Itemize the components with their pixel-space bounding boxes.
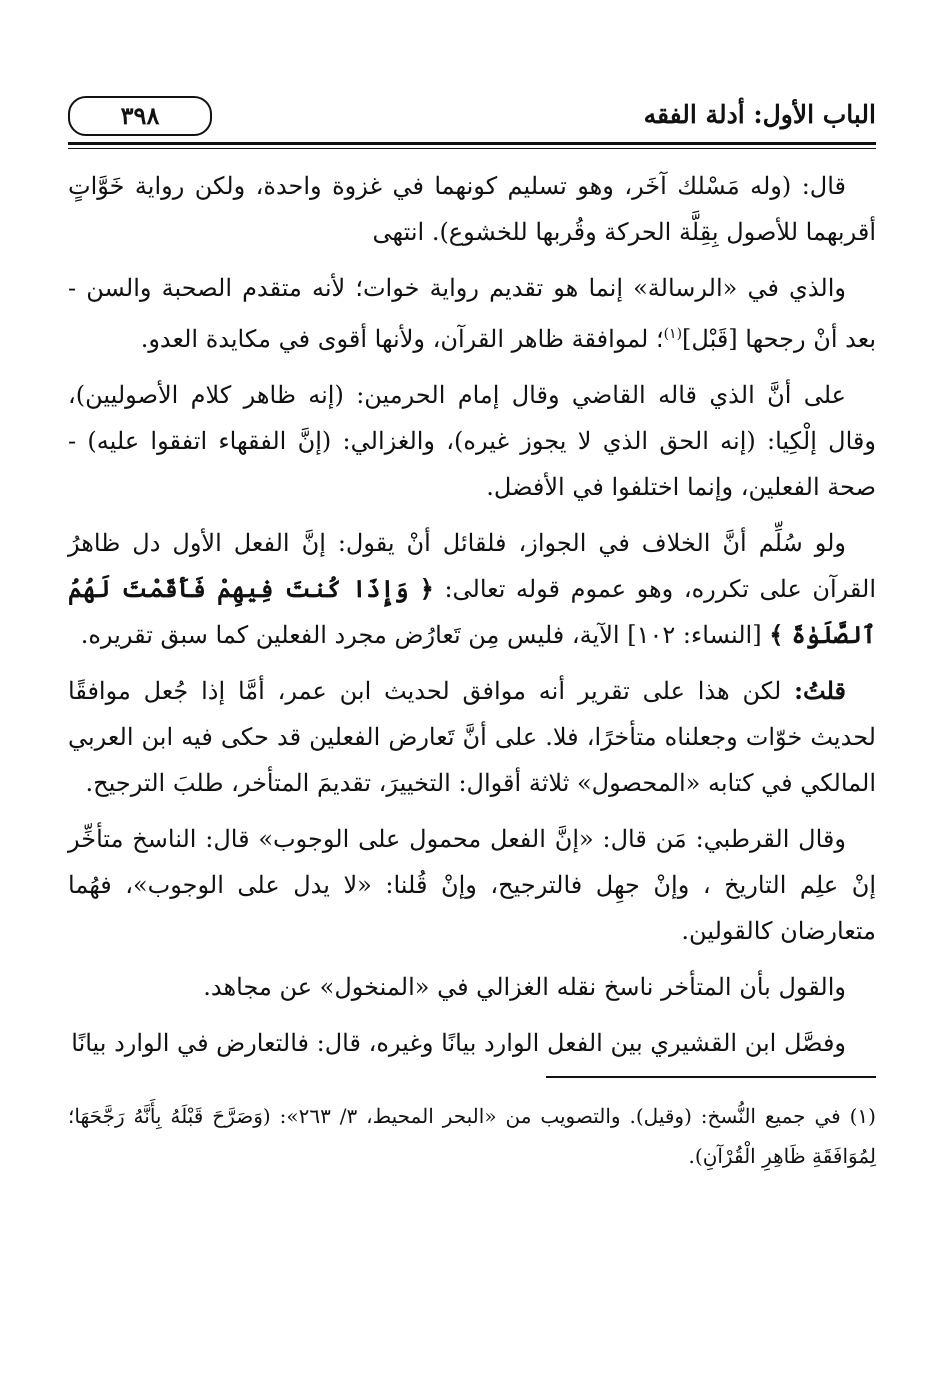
verse-reference: [النساء: ١٠٢] <box>627 621 762 649</box>
header-rule-thick <box>68 142 876 145</box>
footnote-1: (١) في جميع النُّسخ: (وقيل). والتصويب من «البحر المحيط، ٣/ ٢٦٣»: (وَصَرَّحَ قَبْلَهُ بِأَنَّهُ رَجَّحَهَا؛ لِمُوَافَقَةِ ظَاهِرِ الْقُرْآنِ). <box>68 1104 876 1168</box>
paragraph-5-lead: قلتُ: <box>794 676 846 705</box>
paragraph-5-text: لكن هذا على تقرير أنه موافق لحديث ابن عمر، أمَّا إذا جُعل موافقًا لحديث خوّات وجعلناه متأخرًا، فلا. على أنَّ تَعارض الفعلين قد حكى فيه ابن العربي المالكي في كتابه «المحصول» ثلاثة أقوال: التخييرَ، تقديمَ المتأخر، طلبَ الترجيح. <box>68 677 876 797</box>
running-title: الباب الأول: أدلة الفقه <box>643 100 876 129</box>
paragraph-6: وقال القرطبي: مَن قال: «إنَّ الفعل محمول على الوجوب» قال: الناسخ متأخِّر إنْ علِم التاريخ ، وإنْ جهِل فالترجيح، وإنْ قُلنا: «لا يدل على الوجوب»، فهُما متعارضان كالقولين. <box>68 825 876 945</box>
paragraph-4-text: ولو سُلِّم أنَّ الخلاف في الجواز، فلقائل أنْ يقول: إنَّ الفعل الأول دل ظاهرُ القرآن على تكرره، وهو عموم قوله تعالى: <box>68 529 876 603</box>
paragraph-1: قال: (وله مَسْلك آخَر، وهو تسليم كونهما في غزوة واحدة، ولكن رواية خَوَّاتٍ أقربهما للأصول بِقِلَّة الحركة وقُربها للخشوع). انتهى <box>68 172 876 246</box>
paragraph-2 <box>68 265 876 362</box>
paragraph-5 <box>68 668 876 806</box>
header-rule-thin <box>68 148 876 149</box>
book-page <box>68 92 876 1196</box>
page-header <box>68 92 876 142</box>
footnote-marker: (١) <box>663 326 683 342</box>
paragraph-3: على أنَّ الذي قاله القاضي وقال إمام الحرمين: (إنه ظاهر كلام الأصوليين)، وقال إلْكِيا: (إنه الحق الذي لا يجوز غيره)، والغزالي: (إنَّ الفقهاء اتفقوا عليه) - صحة الفعلين، وإنما اختلفوا في الأفضل. <box>68 381 876 501</box>
paragraph-8: وفصَّل ابن القشيري بين الفعل الوارد بيانًا وغيره، قال: فالتعارض في الوارد بيانًا <box>71 1029 846 1057</box>
paragraph-4-tail: الآية، فليس مِن تَعارُض مجرد الفعلين كما سبق تقريره. <box>80 621 620 649</box>
quran-verse: ﴿ وَإِذَا كُنتَ فِيهِمْ فَأَقَمْتَ لَهُمُ ٱلصَّلَوٰةَ ﴾ <box>68 574 876 649</box>
footnote-separator <box>546 1076 876 1078</box>
paragraph-4 <box>68 520 876 658</box>
main-text <box>68 163 876 1066</box>
page-number-badge: ٣٩٨ <box>68 96 212 136</box>
paragraph-2-tail: ؛ لموافقة ظاهر القرآن، ولأنها أقوى في مكايدة العدو. <box>140 325 664 353</box>
paragraph-7: والقول بأن المتأخر ناسخ نقله الغزالي في «المنخول» عن مجاهد. <box>203 973 846 1001</box>
paragraph-2-text: والذي في «الرسالة» إنما هو تقديم رواية خوات؛ لأنه متقدم الصحبة والسن - بعد أنْ رجحها [قَبْل] <box>68 274 876 353</box>
